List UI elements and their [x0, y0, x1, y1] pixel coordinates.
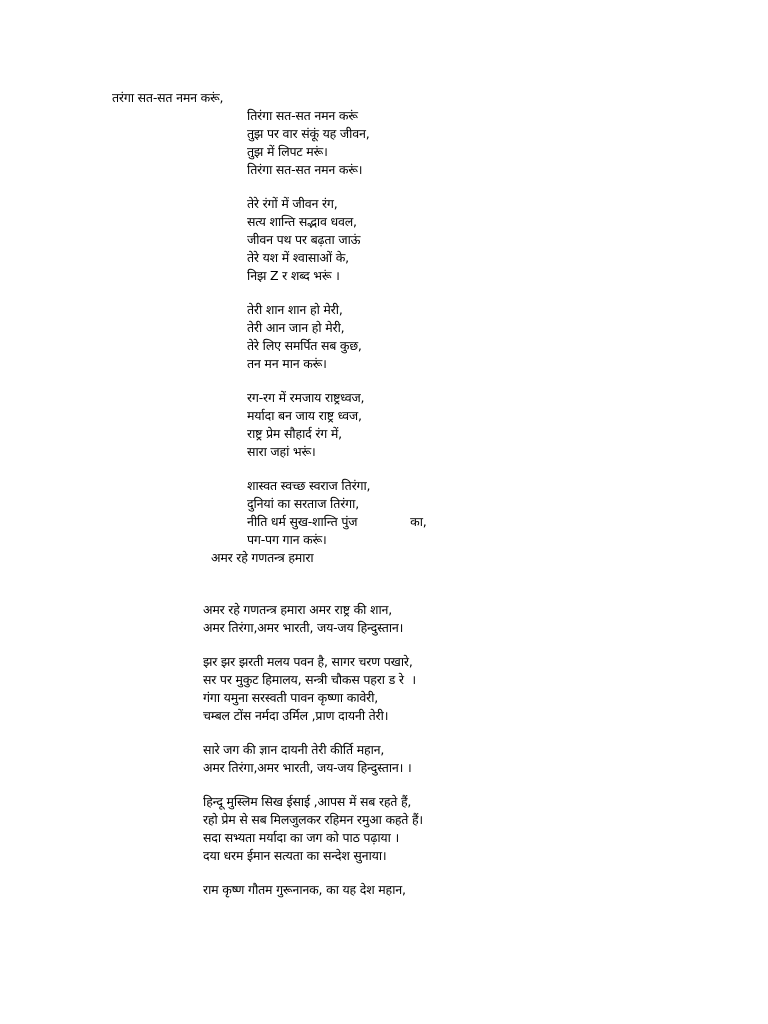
poem2-line: रहो प्रेम से सब मिलजुलकर रहिमन रमुआ कहते हैं। — [203, 812, 423, 827]
poem2-line: अमर रहे गणतन्त्र हमारा अमर राष्ट्र की शान, — [203, 602, 393, 617]
poem2-title: अमर रहे गणतन्त्र हमारा — [211, 550, 314, 565]
poem2-line: हिन्दू मुस्लिम सिख ईसाई ,आपस में सब रहते हैं, — [203, 794, 412, 809]
poem1-line: जीवन पथ पर बढ़ता जाऊं — [247, 232, 361, 247]
poem2-line: चम्बल टोंस नर्मदा उर्मिल ,प्राण दायनी तेरी। — [203, 708, 389, 723]
poem1-line: सारा जहां भरूं। — [247, 444, 316, 459]
poem1-line: रग-रग में रमजाय राष्ट्रध्वज, — [247, 390, 365, 405]
poem1-line: तुझ पर वार संकूं यह जीवन, — [247, 126, 370, 141]
poem1-line: तेरे लिए समर्पित सब कुछ, — [247, 338, 362, 353]
poem1-line: तुझ में लिपट मरूं। — [247, 144, 328, 159]
poem2-line: राम कृष्ण गौतम गुरूनानक, का यह देश महान, — [203, 882, 406, 897]
poem1-line: निझ Z र शब्द भरूं । — [247, 268, 340, 283]
poem2-line: झर झर झरती मलय पवन है, सागर चरण पखारे, — [203, 654, 413, 669]
poem1-line: तिरंगा सत-सत नमन करूं। — [247, 162, 363, 177]
poem1-line: तेरी शान शान हो मेरी, — [247, 302, 343, 317]
poem2-line: दया धरम ईमान सत्यता का सन्देश सुनाया। — [203, 848, 387, 863]
poem1-line: मर्यादा बन जाय राष्ट्र ध्वज, — [247, 408, 362, 423]
poem2-line: सदा सभ्यता मर्यादा का जग को पाठ पढ़ाया । — [203, 830, 400, 845]
poem2-line: सर पर मुकुट हिमालय, सन्त्री चौकस पहरा ड रे । — [203, 672, 416, 687]
poem2-line: गंगा यमुना सरस्वती पावन कृष्णा कावेरी, — [203, 690, 379, 705]
poem2-line: सारे जग की ज्ञान दायनी तेरी कीर्ति महान, — [203, 742, 385, 757]
poem2-line: अमर तिरंगा,अमर भारती, जय-जय हिन्दुस्तान। । — [203, 760, 412, 775]
poem1-line: राष्ट्र प्रेम सौहार्द रंग में, — [247, 426, 342, 441]
poem1-line: तेरी आन जान हो मेरी, — [247, 320, 345, 335]
heading: तरंगा सत-सत नमन करूं, — [112, 90, 224, 105]
poem1-line: तिरंगा सत-सत नमन करूं — [247, 108, 358, 123]
poem1-line: सत्य शान्ति सद्भाव धवल, — [247, 214, 357, 229]
poem1-line: तन मन मान करूं। — [247, 356, 327, 371]
poem1-line: शास्वत स्वच्छ स्वराज तिरंगा, — [247, 478, 371, 493]
poem1-line: दुनियां का सरताज तिरंगा, — [247, 496, 359, 511]
poem1-line: तेरे रंगों में जीवन रंग, — [247, 196, 338, 211]
poem1-line: नीति धर्म सुख-शान्ति पुंज का, — [247, 514, 427, 529]
poem1-line: तेरे यश में श्वासाओं के, — [247, 250, 349, 265]
poem2-line: अमर तिरंगा,अमर भारती, जय-जय हिन्दुस्तान। — [203, 620, 404, 635]
poem1-line: पग-पग गान करूं। — [247, 532, 327, 547]
